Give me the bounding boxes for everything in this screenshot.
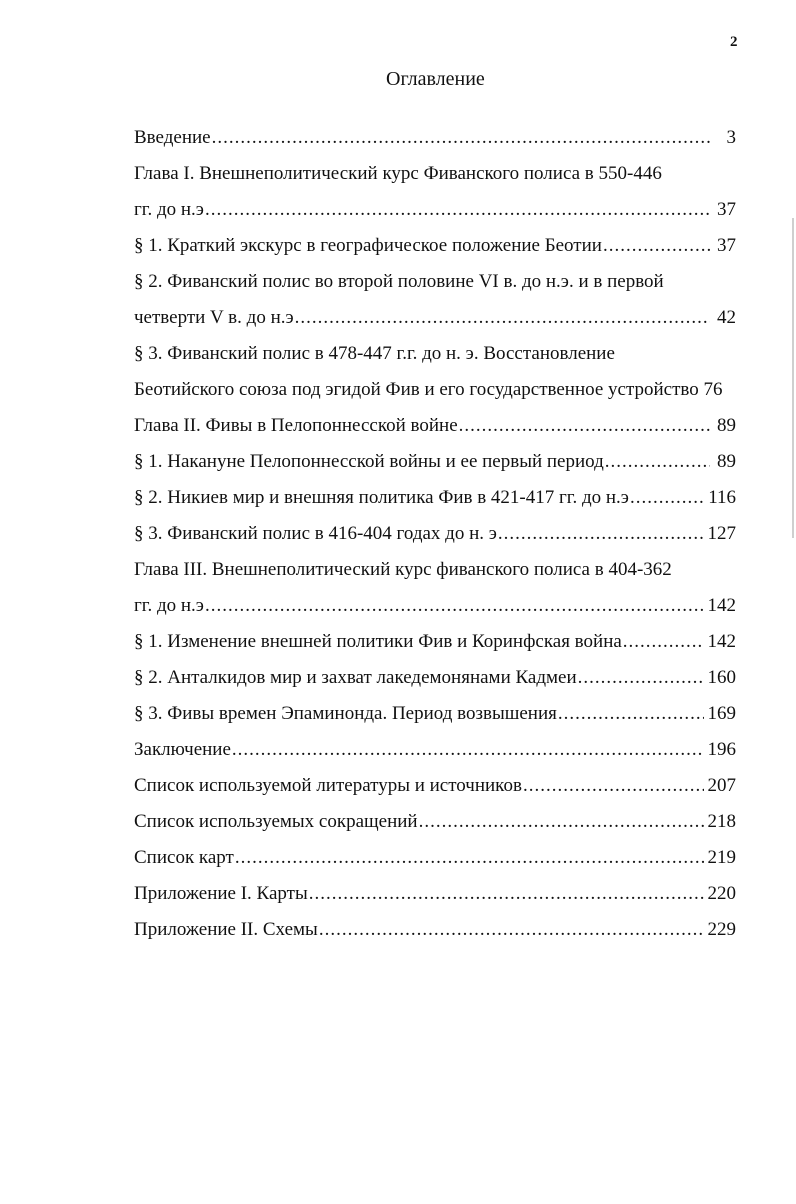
- toc-entry-page: 196: [707, 739, 736, 760]
- toc-leader: [295, 300, 710, 336]
- toc-leader: [319, 912, 704, 948]
- toc-entry-text: Список используемой литературы и источников: [134, 775, 522, 796]
- toc-entry: [134, 516, 736, 552]
- toc-entry-page: 219: [707, 847, 736, 868]
- toc-leader: [623, 624, 704, 660]
- toc-entry: [134, 300, 736, 336]
- toc-entry-text: § 2. Анталкидов мир и захват лакедемонянами Кадмеи: [134, 667, 577, 688]
- toc-entry-text: § 3. Фиванский полис в 416-404 годах до н. э: [134, 523, 497, 544]
- toc-leader: [498, 516, 704, 552]
- toc-entry-text: § 2. Никиев мир и внешняя политика Фив в 421-417 гг. до н.э: [134, 487, 629, 508]
- toc-entry-text: гг. до н.э: [134, 199, 204, 220]
- toc-leader: [205, 192, 710, 228]
- toc-entry-text: Заключение: [134, 739, 231, 760]
- toc-leader: [235, 840, 704, 876]
- toc-entry-page: 89: [717, 451, 736, 472]
- toc-entry: [134, 480, 736, 516]
- toc-entry: [134, 444, 736, 480]
- toc-entry-page: 142: [707, 595, 736, 616]
- toc-entry: [134, 336, 736, 372]
- toc-entry-text: Беотийского союза под эгидой Фив и его государственное устройство 76: [134, 379, 723, 400]
- toc-entry: [134, 696, 736, 732]
- toc-entry-text: Глава II. Фивы в Пелопоннесской войне: [134, 415, 458, 436]
- toc-entry-text: Приложение I. Карты: [134, 883, 308, 904]
- toc-entry: [134, 912, 736, 948]
- table-of-contents: [134, 120, 736, 948]
- toc-entry: [134, 588, 736, 624]
- toc-entry: [134, 156, 736, 192]
- toc-entry-text: четверти V в. до н.э: [134, 307, 294, 328]
- toc-entry-text: § 2. Фиванский полис во второй половине VI в. до н.э. и в первой: [134, 271, 664, 292]
- toc-entry-page: 3: [726, 127, 736, 148]
- toc-entry: [134, 408, 736, 444]
- toc-entry: [134, 624, 736, 660]
- toc-entry-text: Введение: [134, 127, 211, 148]
- toc-entry-text: § 3. Фивы времен Эпаминонда. Период возвышения: [134, 703, 557, 724]
- page-title: Оглавление: [386, 68, 485, 90]
- scan-edge-line: [792, 218, 794, 538]
- toc-entry: [134, 120, 736, 156]
- toc-entry-page: 127: [707, 523, 736, 544]
- toc-entry-text: Список используемых сокращений: [134, 811, 418, 832]
- toc-entry-page: 207: [707, 775, 736, 796]
- toc-leader: [205, 588, 704, 624]
- toc-entry-text: Глава III. Внешнеполитический курс фиванского полиса в 404-362: [134, 559, 672, 580]
- toc-leader: [419, 804, 704, 840]
- toc-entry: [134, 876, 736, 912]
- toc-entry-text: § 1. Накануне Пелопоннесской войны и ее первый период: [134, 451, 604, 472]
- toc-entry-text: § 1. Изменение внешней политики Фив и Коринфская война: [134, 631, 622, 652]
- toc-entry-page: 218: [707, 811, 736, 832]
- toc-entry-page: 220: [707, 883, 736, 904]
- toc-entry-page: 116: [708, 487, 736, 508]
- toc-entry-page: 169: [707, 703, 736, 724]
- toc-entry-text: Список карт: [134, 847, 234, 868]
- toc-leader: [603, 228, 710, 264]
- toc-leader: [212, 120, 710, 156]
- toc-entry-text: § 3. Фиванский полис в 478-447 г.г. до н. э. Восстановление: [134, 343, 615, 364]
- toc-leader: [578, 660, 704, 696]
- toc-entry: [134, 228, 736, 264]
- toc-leader: [605, 444, 710, 480]
- toc-entry-page: 37: [717, 199, 736, 220]
- toc-entry: [134, 660, 736, 696]
- toc-leader: [309, 876, 704, 912]
- toc-entry-page: 42: [717, 307, 736, 328]
- toc-entry: [134, 732, 736, 768]
- toc-entry-page: 89: [717, 415, 736, 436]
- toc-entry-page: 142: [707, 631, 736, 652]
- toc-entry: [134, 372, 736, 408]
- toc-leader: [459, 408, 710, 444]
- toc-entry: [134, 840, 736, 876]
- toc-entry-text: Приложение II. Схемы: [134, 919, 318, 940]
- toc-entry: [134, 264, 736, 300]
- toc-entry: [134, 192, 736, 228]
- toc-leader: [558, 696, 704, 732]
- toc-leader: [232, 732, 704, 768]
- toc-entry: [134, 552, 736, 588]
- toc-entry-text: гг. до н.э: [134, 595, 204, 616]
- toc-entry: [134, 768, 736, 804]
- toc-entry-text: Глава I. Внешнеполитический курс Фиванского полиса в 550-446: [134, 163, 662, 184]
- page-number: 2: [730, 34, 738, 50]
- toc-leader: [523, 768, 704, 804]
- toc-entry: [134, 804, 736, 840]
- toc-entry-page: 160: [707, 667, 736, 688]
- toc-entry-text: § 1. Краткий экскурс в географическое положение Беотии: [134, 235, 602, 256]
- toc-entry-page: 229: [707, 919, 736, 940]
- toc-entry-page: 37: [717, 235, 736, 256]
- toc-leader: [630, 480, 704, 516]
